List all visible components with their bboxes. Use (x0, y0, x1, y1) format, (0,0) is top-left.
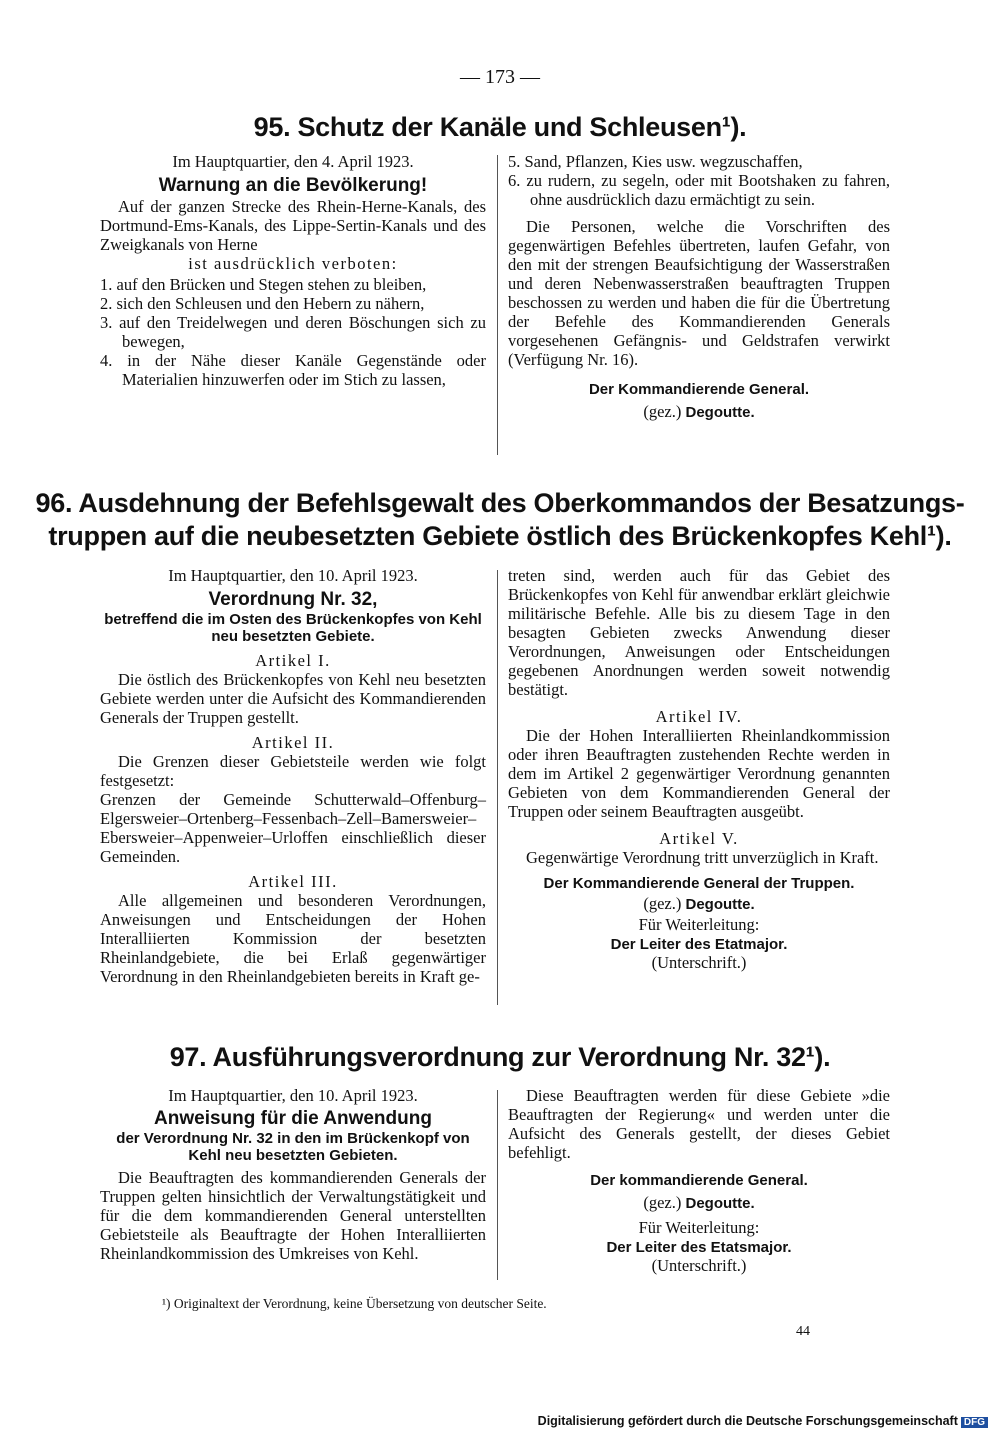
signature-name: Degoutte. (685, 1195, 755, 1212)
section-96-signature (508, 894, 890, 913)
column-divider-96 (497, 570, 498, 1005)
section-97-forwarding-title: Der Leiter des Etatsmajor. (606, 1239, 792, 1256)
section-96-art1-heading: Artikel I. (255, 651, 331, 670)
section-95-item-5: 5. Sand, Pflanzen, Kies usw. wegzuschaffen, (508, 152, 803, 171)
section-95-item-4: 4. in der Nähe dieser Kanäle Gegenstände oder Materialien hinzuwerfen oder im Stich zu lassen, (100, 351, 486, 389)
section-95-right-column (508, 152, 890, 421)
section-96-right-column (508, 566, 890, 972)
section-96-art2-heading: Artikel II. (251, 733, 335, 752)
section-96-art5-text: Gegenwärtige Verordnung tritt unverzüglich in Kraft. (526, 848, 879, 867)
section-97-forwarding: Für Weiterleitung: (638, 1218, 760, 1237)
section-96-signature-title: Der Kommandierende General der Truppen. (543, 875, 855, 892)
section-97-date: Im Hauptquartier, den 10. April 1923. (168, 1086, 418, 1105)
section-96-forwarding: Für Weiterleitung: (638, 915, 760, 934)
section-97-heading: Anweisung für die Anwendung (154, 1108, 432, 1129)
section-95-forbidden: ist ausdrücklich verboten: (188, 254, 398, 273)
section-95-item-6: 6. zu rudern, zu segeln, oder mit Bootshaken zu fahren, ohne ausdrücklich dazu ermächtigt zu sein. (508, 171, 890, 209)
section-97-forwarding-signature: (Unterschrift.) (651, 1256, 747, 1275)
signature-name: Degoutte. (685, 404, 755, 421)
section-96-date: Im Hauptquartier, den 10. April 1923. (168, 566, 418, 585)
section-96-title (0, 487, 1000, 553)
section-97-signature-title: Der kommandierende General. (590, 1172, 808, 1189)
section-95-item-3: 3. auf den Treidelwegen und deren Böschungen sich zu bewegen, (100, 313, 486, 351)
section-96-art4-text: Die der Hohen Interalliierten Rheinlandkommission oder ihren Beauftragten zustehenden Rechte werden in dem im Artikel 2 gegenwärtiger Verordnung genannten Gebieten von dem Kommandierenden General der Truppen oder seinem Beauftragten ausgeübt. (508, 726, 890, 821)
section-96-art1-text: Die östlich des Brückenkopfes von Kehl neu besetzten Gebiete werden unter die Aufsicht des Kommandierenden Generals der Truppen gestellt. (100, 670, 486, 727)
section-96-subheading: betreffend die im Osten des Brückenkopfes von Kehl neu besetzten Gebiete. (104, 611, 482, 645)
section-96-art3-continued: treten sind, werden auch für das Gebiet des Brückenkopfes von Kehl für anwendbar erklärt gleichwie militärische Befehle. Alle bis zu diesem Tage in den besagten Gebieten zwecks Anwendung dieser Verordnungen, Anweisungen oder Entscheidungen gegebenen Anordnungen werden soweit notwendig bestätigt. (508, 566, 890, 699)
section-95-signature-title: Der Kommandierende General. (588, 381, 810, 398)
column-divider-95 (497, 155, 498, 455)
section-96-art5-heading: Artikel V. (659, 829, 739, 848)
section-96-title-line-1: 96. Ausdehnung der Befehlsgewalt des Oberkommandos der Besatzungs- (35, 488, 965, 518)
section-97-paragraph-2: Diese Beauftragten werden für diese Gebiete »die Beauftragten der Regierung« und werden unter die Aufsicht des Generals gestellt, der dieses Gebiet befehligt. (508, 1086, 890, 1162)
signature-name: Degoutte. (685, 896, 755, 913)
digitization-credit (538, 1414, 988, 1428)
section-95-item-2: 2. sich den Schleusen und den Hebern zu nähern, (100, 294, 425, 313)
footnote: ¹) Originaltext der Verordnung, keine Übersetzung von deutscher Seite. (162, 1296, 547, 1311)
section-95-heading: Warnung an die Bevölkerung! (158, 175, 428, 196)
section-95-title: 95. Schutz der Kanäle und Schleusen¹). (253, 112, 747, 142)
section-96-art2-text: Die Grenzen dieser Gebietsteile werden wie folgt festgesetzt: (100, 752, 486, 790)
section-95-intro: Auf der ganzen Strecke des Rhein-Herne-Kanals, des Dortmund-Ems-Kanals, des Lippe-Sertin-Kanals und des Zweigkanals von Herne (100, 197, 486, 254)
section-95-item-1: 1. auf den Brücken und Stegen stehen zu bleiben, (100, 275, 427, 294)
section-97-signature (508, 1193, 890, 1212)
section-96-forwarding-title: Der Leiter des Etatmajor. (610, 936, 788, 953)
section-96-art2-text-2: Grenzen der Gemeinde Schutterwald–Offenburg–Elgersweier–Ortenberg–Fessenbach–Zell–Bamersweier–Ebersweier–Appenweier–Urloffen einschließlich dieser Gemeinden. (100, 790, 486, 866)
signature-gez: (gez.) (643, 894, 682, 913)
section-96-forwarding-signature: (Unterschrift.) (651, 953, 747, 972)
section-97-right-column (508, 1086, 890, 1275)
page-number: — 173 — (460, 66, 540, 88)
section-96-heading: Verordnung Nr. 32, (208, 589, 378, 610)
section-96-art3-heading: Artikel III. (248, 872, 338, 891)
section-95-signature (508, 402, 890, 421)
section-97-subheading: der Verordnung Nr. 32 in den im Brückenkopf von Kehl neu besetzten Gebieten. (116, 1130, 470, 1164)
section-96-title-line-2: truppen auf die neubesetzten Gebiete östlich des Brückenkopfes Kehl¹). (48, 521, 952, 551)
section-95-left-column (100, 152, 486, 389)
section-95-date: Im Hauptquartier, den 4. April 1923. (172, 152, 414, 171)
section-96-left-column (100, 566, 486, 986)
dfg-logo: DFG (961, 1417, 988, 1428)
section-96-art4-heading: Artikel IV. (655, 707, 743, 726)
section-97-paragraph-1: Die Beauftragten des kommandierenden Generals der Truppen gelten hinsichtlich der Verwaltungstätigkeit und für die dem kommandierenden General unterstellten Gebietsteile als Beauftragte der Hohen Interalliierten Rheinlandkommission des Umkreises von Kehl. (100, 1168, 486, 1263)
section-97-left-column (100, 1086, 486, 1263)
column-divider-97 (497, 1090, 498, 1280)
section-96-art3-text: Alle allgemeinen und besonderen Verordnungen, Anweisungen und Entscheidungen der Hohen Interalliierten Kommission der besetzten Rheinlandgebiete, die bei Erlaß gegenwärtiger Verordnung in den Rheinlandgebieten bereits in Kraft ge- (100, 891, 486, 986)
sheet-number: 44 (796, 1324, 810, 1339)
section-97-title: 97. Ausführungsverordnung zur Verordnung Nr. 32¹). (169, 1042, 831, 1072)
credit-text: Digitalisierung gefördert durch die Deutsche Forschungsgemeinschaft (537, 1414, 958, 1428)
section-95-paragraph: Die Personen, welche die Vorschriften des gegenwärtigen Befehles übertreten, laufen Gefahr, von den mit der strengen Beaufsichtigung der Wasserstraßen und deren Nebenwasserstraßen beauftragten Truppen beschossen zu werden und haben die für die Übertretung der Befehle des Kommandierenden Generals vorgesehenen Gefängnis- und Geldstrafen verwirkt (Verfügung Nr. 16). (508, 217, 890, 369)
signature-gez: (gez.) (643, 1193, 682, 1212)
signature-gez: (gez.) (643, 402, 682, 421)
